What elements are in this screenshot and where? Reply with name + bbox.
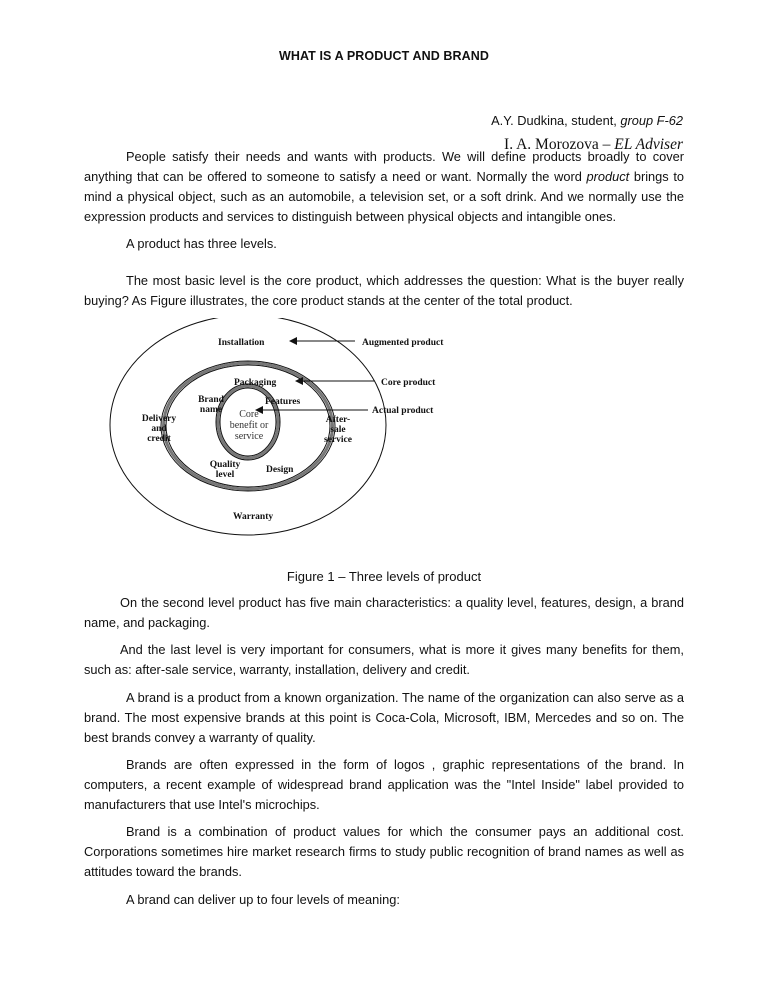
label-after-sale-3: service — [324, 435, 352, 445]
label-core-benefit-3: service — [234, 431, 264, 442]
label-actual-product: Actual product — [372, 406, 434, 416]
product-levels-diagram — [0, 318, 768, 558]
brand-values-paragraph: Brand is a combination of product values for which the consumer pays an additional cost. Corporations sometimes hire market research firms to study public recognition of brand names as well as attitudes toward the brands. — [84, 824, 684, 879]
brand-definition-paragraph: A brand is a product from a known organization. The name of the organization can also serve as a brand. The most expensive brands at this point is Coca-Cola, Microsoft, IBM, Mercedes and so on. The best brands convey a warranty of quality. — [84, 690, 684, 745]
label-packaging: Packaging — [234, 378, 277, 388]
adviser-role: EL Adviser — [614, 136, 683, 153]
document-title: WHAT IS A PRODUCT AND BRAND — [278, 49, 490, 63]
label-core-benefit-1: Core — [239, 409, 259, 420]
brand-logos-paragraph: Brands are often expressed in the form of logos , graphic representations of the brand. In computers, a recent example of widespread brand application was the "Intel Inside" label provided to manufacturers that use Intel's microchips. — [84, 757, 684, 812]
label-core-product: Core product — [381, 378, 436, 388]
label-augmented-product: Augmented product — [362, 338, 444, 348]
label-installation: Installation — [218, 338, 265, 348]
label-features: Features — [265, 397, 301, 407]
label-brand-name-2: name — [199, 405, 223, 415]
last-level-paragraph: And the last level is very important for consumers, what is more it gives many benefits for them, such as: after-sale service, warranty, installation, delivery and credit. — [84, 642, 684, 677]
label-quality-1: Quality — [209, 460, 241, 470]
author-name: A.Y. Dudkina, student, — [491, 113, 621, 128]
label-brand-name-1: Brand — [198, 395, 224, 405]
emphasis-product: product — [586, 169, 630, 184]
label-delivery-3: credit — [147, 434, 171, 444]
brand-meaning-paragraph: A brand can deliver up to four levels of meaning: — [126, 892, 400, 907]
figure-caption: Figure 1 – Three levels of product — [286, 569, 482, 584]
author-group: group F-62 — [620, 113, 683, 128]
core-paragraph: The most basic level is the core product, which addresses the question: What is the buyer really buying? As Figure illustrates, the core product stands at the center of the total product. — [84, 273, 684, 308]
author-line — [491, 113, 683, 128]
second-level-paragraph: On the second level product has five main characteristics: a quality level, features, design, a brand name, and packaging. — [84, 595, 684, 630]
label-delivery-2: and — [151, 424, 167, 434]
label-design: Design — [266, 465, 294, 475]
label-quality-2: level — [215, 470, 235, 480]
label-warranty: Warranty — [233, 512, 274, 522]
label-delivery-1: Delivery — [141, 414, 177, 424]
adviser-name: I. A. Morozova – — [504, 136, 615, 153]
label-after-sale-2: sale — [330, 425, 346, 435]
intro-paragraph: People satisfy their needs and wants with products. We will define products broadly to cover anything that can be offered to someone to satisfy a need or want. Normally the word product brings to mind a physical object, such as an automobile, a television set, or a soft drink. And we normally use the expression products and services to distinguish between physical objects and intangible ones. — [84, 149, 685, 224]
label-core-benefit-2: benefit or — [229, 420, 269, 431]
levels-paragraph: A product has three levels. — [126, 236, 277, 251]
label-after-sale-1: After- — [325, 415, 351, 425]
